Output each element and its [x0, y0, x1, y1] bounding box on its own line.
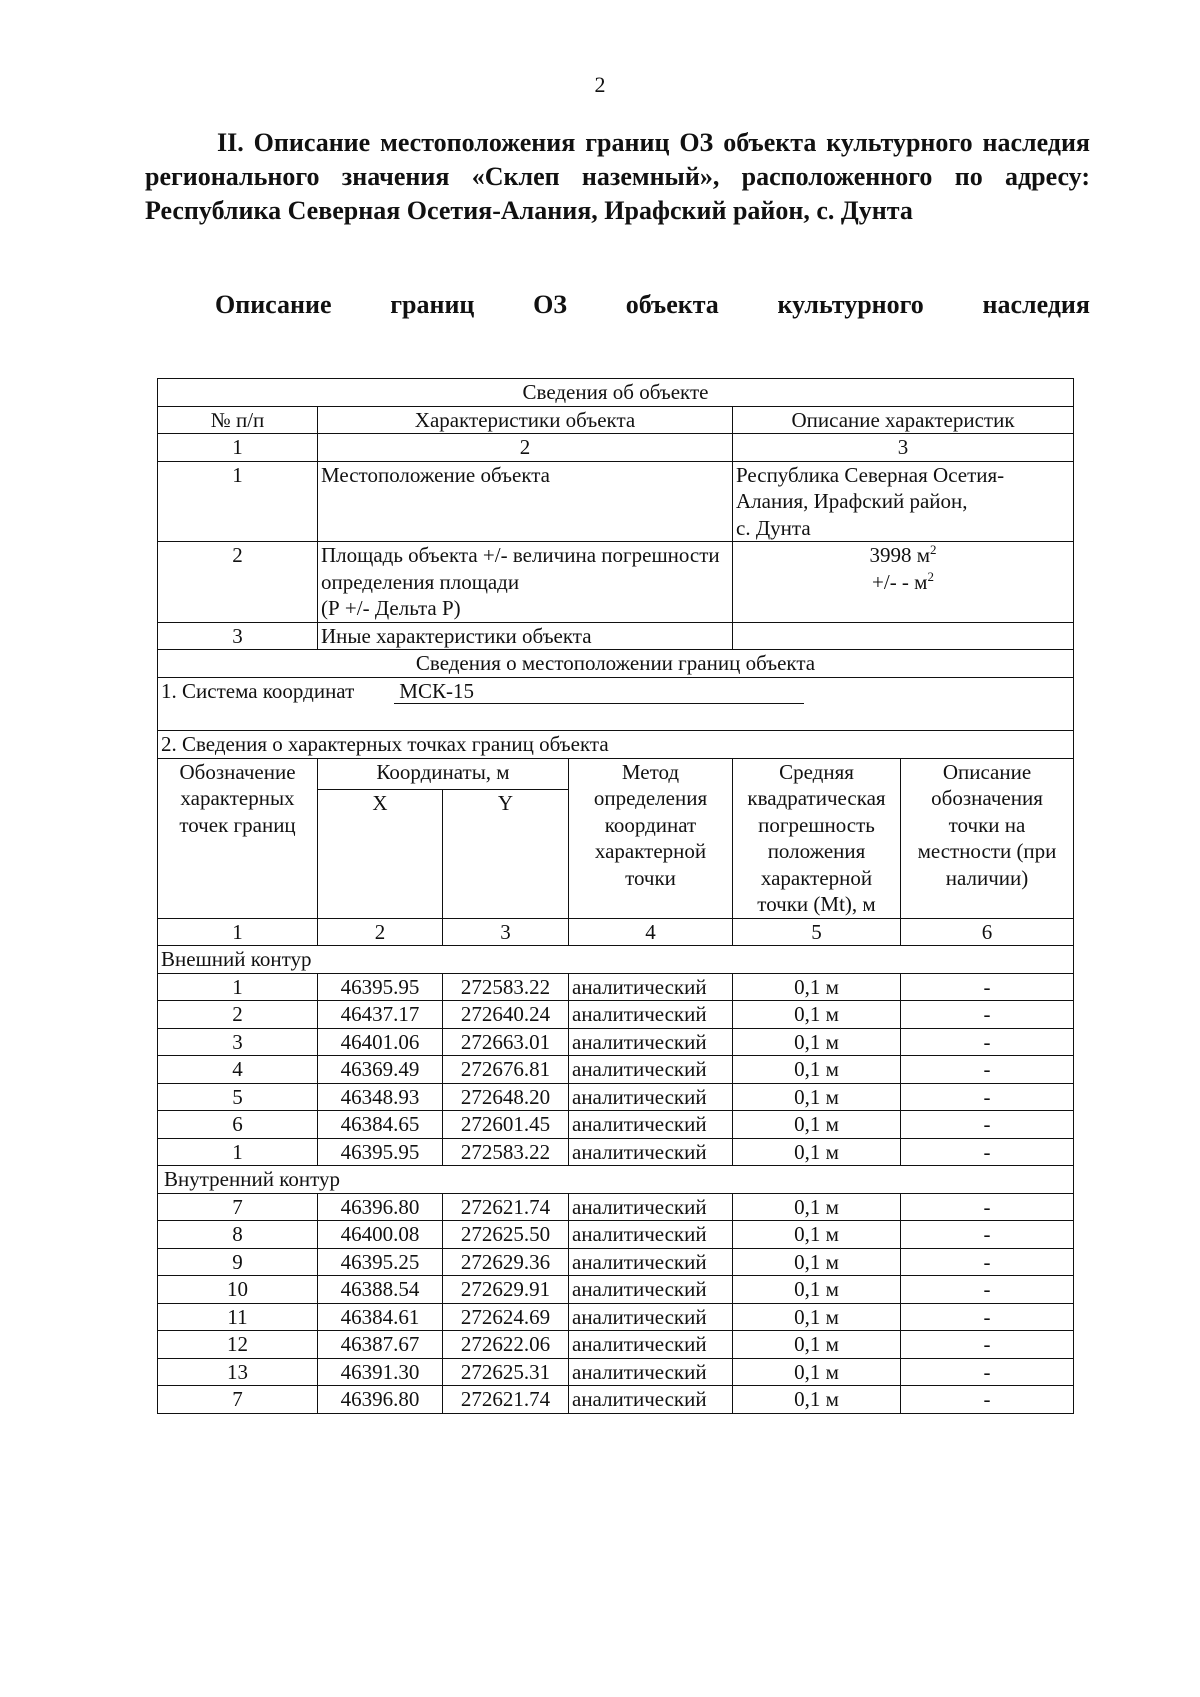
- col-index: 2: [318, 918, 443, 946]
- subheading-word: культурного: [777, 290, 924, 319]
- row-num: 3: [158, 622, 318, 650]
- point-x: 46395.95: [318, 1138, 443, 1166]
- point-method: аналитический: [569, 1303, 733, 1331]
- area-tolerance: +/- - $м^2$: [872, 568, 934, 594]
- point-y: 272583.22: [443, 1138, 569, 1166]
- name-line: (Р +/- Дельта Р): [321, 596, 461, 620]
- point-error: 0,1 м: [733, 1138, 901, 1166]
- y-header: Y: [443, 789, 569, 918]
- point-error: 0,1 м: [733, 1276, 901, 1304]
- point-description: -: [901, 1028, 1074, 1056]
- point-method: аналитический: [569, 1386, 733, 1414]
- desc-line: с. Дунта: [736, 515, 811, 540]
- point-description: -: [901, 1386, 1074, 1414]
- col-index: 4: [569, 918, 733, 946]
- desc-line: Алания, Ирафский район,: [736, 489, 968, 513]
- col-index: 3: [733, 434, 1074, 462]
- col-index: 2: [318, 434, 733, 462]
- table-row: [158, 1248, 1074, 1276]
- error-header: Средняя квадратическая погрешность положения характерной точки (Mt), м: [733, 758, 901, 918]
- point-number: 9: [158, 1248, 318, 1276]
- point-method: аналитический: [569, 973, 733, 1001]
- description-header: Описание обозначения точки на местности (при наличии): [901, 758, 1074, 918]
- table-row: [158, 1193, 1074, 1221]
- point-number: 1: [158, 1138, 318, 1166]
- point-x: 46395.95: [318, 973, 443, 1001]
- point-description: -: [901, 1056, 1074, 1084]
- object-info-title: Сведения об объекте: [158, 379, 1074, 407]
- x-header: X: [318, 789, 443, 918]
- area-value: 3998 $м^2$: [869, 542, 937, 567]
- point-y: 272629.36: [443, 1248, 569, 1276]
- point-number: 3: [158, 1028, 318, 1056]
- point-number: 6: [158, 1111, 318, 1139]
- point-description: -: [901, 1001, 1074, 1029]
- col-index: 1: [158, 434, 318, 462]
- point-y: 272629.91: [443, 1276, 569, 1304]
- point-description: -: [901, 1276, 1074, 1304]
- point-method: аналитический: [569, 1248, 733, 1276]
- point-description: -: [901, 1193, 1074, 1221]
- row-num: 2: [158, 542, 318, 623]
- row-desc: [733, 542, 1074, 623]
- col-index: 3: [443, 918, 569, 946]
- row-num: 1: [158, 461, 318, 542]
- subheading-word: границ: [390, 290, 475, 319]
- row-name: [318, 542, 733, 623]
- col-characteristics-header: Характеристики объекта: [318, 406, 733, 434]
- col-description-header: Описание характеристик: [733, 406, 1074, 434]
- table-row: [158, 1358, 1074, 1386]
- table-row: [158, 1138, 1074, 1166]
- point-x: 46437.17: [318, 1001, 443, 1029]
- point-number: 8: [158, 1221, 318, 1249]
- point-method: аналитический: [569, 1138, 733, 1166]
- point-description: -: [901, 1111, 1074, 1139]
- point-x: 46387.67: [318, 1331, 443, 1359]
- inner-contour-label: Внутренний контур: [158, 1166, 1074, 1194]
- point-method: аналитический: [569, 1056, 733, 1084]
- table-row: [158, 1221, 1074, 1249]
- point-description: -: [901, 1331, 1074, 1359]
- col-index: 5: [733, 918, 901, 946]
- point-description: -: [901, 1303, 1074, 1331]
- coord-system-value: МСК-15: [394, 679, 804, 704]
- point-error: 0,1 м: [733, 1303, 901, 1331]
- point-x: 46388.54: [318, 1276, 443, 1304]
- row-name: Иные характеристики объекта: [318, 622, 733, 650]
- point-description: -: [901, 1221, 1074, 1249]
- point-error: 0,1 м: [733, 1358, 901, 1386]
- section-heading: II. Описание местоположения границ ОЗ объекта культурного наследия регионального значения «Склеп наземный», расположенного по адресу: Республика Северная Осетия-Алания, Ирафский район, с. Дунта: [145, 128, 1090, 225]
- table-row: [158, 1056, 1074, 1084]
- point-error: 0,1 м: [733, 1221, 901, 1249]
- point-error: 0,1 м: [733, 1056, 901, 1084]
- desc-line: Республика Северная Осетия-: [736, 462, 1005, 487]
- point-y: 272648.20: [443, 1083, 569, 1111]
- table-row: [158, 1303, 1074, 1331]
- point-description: -: [901, 1138, 1074, 1166]
- point-number: 7: [158, 1386, 318, 1414]
- point-x: 46348.93: [318, 1083, 443, 1111]
- point-description: -: [901, 1358, 1074, 1386]
- outer-contour-label: Внешний контур: [158, 946, 1074, 974]
- point-description: -: [901, 1248, 1074, 1276]
- point-y: 272601.45: [443, 1111, 569, 1139]
- row-name: Местоположение объекта: [318, 461, 733, 542]
- coord-system-cell: [158, 677, 1074, 731]
- point-number: 10: [158, 1276, 318, 1304]
- point-number: 2: [158, 1001, 318, 1029]
- point-method: аналитический: [569, 1193, 733, 1221]
- point-error: 0,1 м: [733, 1028, 901, 1056]
- point-error: 0,1 м: [733, 1386, 901, 1414]
- point-x: 46396.80: [318, 1386, 443, 1414]
- coords-header: Координаты, м: [318, 758, 569, 789]
- point-method: аналитический: [569, 1358, 733, 1386]
- point-error: 0,1 м: [733, 1193, 901, 1221]
- point-y: 272622.06: [443, 1331, 569, 1359]
- point-y: 272640.24: [443, 1001, 569, 1029]
- point-error: 0,1 м: [733, 1083, 901, 1111]
- point-description: -: [901, 1083, 1074, 1111]
- point-error: 0,1 м: [733, 973, 901, 1001]
- point-error: 0,1 м: [733, 1111, 901, 1139]
- point-x: 46396.80: [318, 1193, 443, 1221]
- point-number: 4: [158, 1056, 318, 1084]
- page-number: 2: [594, 72, 606, 97]
- boundary-info-title: Сведения о местоположении границ объекта: [158, 650, 1074, 678]
- point-y: 272663.01: [443, 1028, 569, 1056]
- point-y: 272621.74: [443, 1386, 569, 1414]
- point-x: 46384.61: [318, 1303, 443, 1331]
- point-method: аналитический: [569, 1276, 733, 1304]
- points-title: 2. Сведения о характерных точках границ объекта: [158, 731, 1074, 759]
- point-y: 272625.50: [443, 1221, 569, 1249]
- point-error: 0,1 м: [733, 1331, 901, 1359]
- boundary-table: [157, 378, 1074, 1414]
- name-line: определения площади: [321, 569, 520, 594]
- point-x: 46400.08: [318, 1221, 443, 1249]
- point-method: аналитический: [569, 1028, 733, 1056]
- point-number: 11: [158, 1303, 318, 1331]
- point-y: 272676.81: [443, 1056, 569, 1084]
- subheading-word: ОЗ: [533, 290, 568, 319]
- point-number: 12: [158, 1331, 318, 1359]
- point-y: 272625.31: [443, 1358, 569, 1386]
- subheading: [215, 290, 1090, 320]
- point-method: аналитический: [569, 1331, 733, 1359]
- point-method: аналитический: [569, 1111, 733, 1139]
- name-line: Площадь объекта +/- величина погрешности: [321, 543, 720, 567]
- point-x: 46369.49: [318, 1056, 443, 1084]
- designation-header: Обозначение характерных точек границ: [158, 758, 318, 918]
- point-description: -: [901, 973, 1074, 1001]
- table-row: [158, 1083, 1074, 1111]
- point-y: 272621.74: [443, 1193, 569, 1221]
- subheading-word: наследия: [982, 290, 1090, 319]
- point-method: аналитический: [569, 1221, 733, 1249]
- point-y: 272624.69: [443, 1303, 569, 1331]
- subheading-word: объекта: [625, 290, 719, 319]
- coord-system-label: 1. Система координат: [161, 678, 355, 703]
- point-error: 0,1 м: [733, 1248, 901, 1276]
- row-desc: [733, 622, 1074, 650]
- subheading-word: Описание: [215, 290, 332, 319]
- point-number: 13: [158, 1358, 318, 1386]
- point-x: 46401.06: [318, 1028, 443, 1056]
- method-header: Метод определения координат характерной точки: [569, 758, 733, 918]
- table-row: [158, 1111, 1074, 1139]
- point-y: 272583.22: [443, 973, 569, 1001]
- point-number: 1: [158, 973, 318, 1001]
- table-row: [158, 973, 1074, 1001]
- table-row: [158, 1028, 1074, 1056]
- point-x: 46384.65: [318, 1111, 443, 1139]
- point-method: аналитический: [569, 1001, 733, 1029]
- row-desc: [733, 461, 1074, 542]
- table-row: [158, 1001, 1074, 1029]
- point-number: 7: [158, 1193, 318, 1221]
- point-number: 5: [158, 1083, 318, 1111]
- point-error: 0,1 м: [733, 1001, 901, 1029]
- col-index: 6: [901, 918, 1074, 946]
- table-row: [158, 1331, 1074, 1359]
- point-x: 46391.30: [318, 1358, 443, 1386]
- table-row: [158, 1276, 1074, 1304]
- col-index: 1: [158, 918, 318, 946]
- point-method: аналитический: [569, 1083, 733, 1111]
- table-row: [158, 1386, 1074, 1414]
- point-x: 46395.25: [318, 1248, 443, 1276]
- col-num-header: № п/п: [158, 406, 318, 434]
